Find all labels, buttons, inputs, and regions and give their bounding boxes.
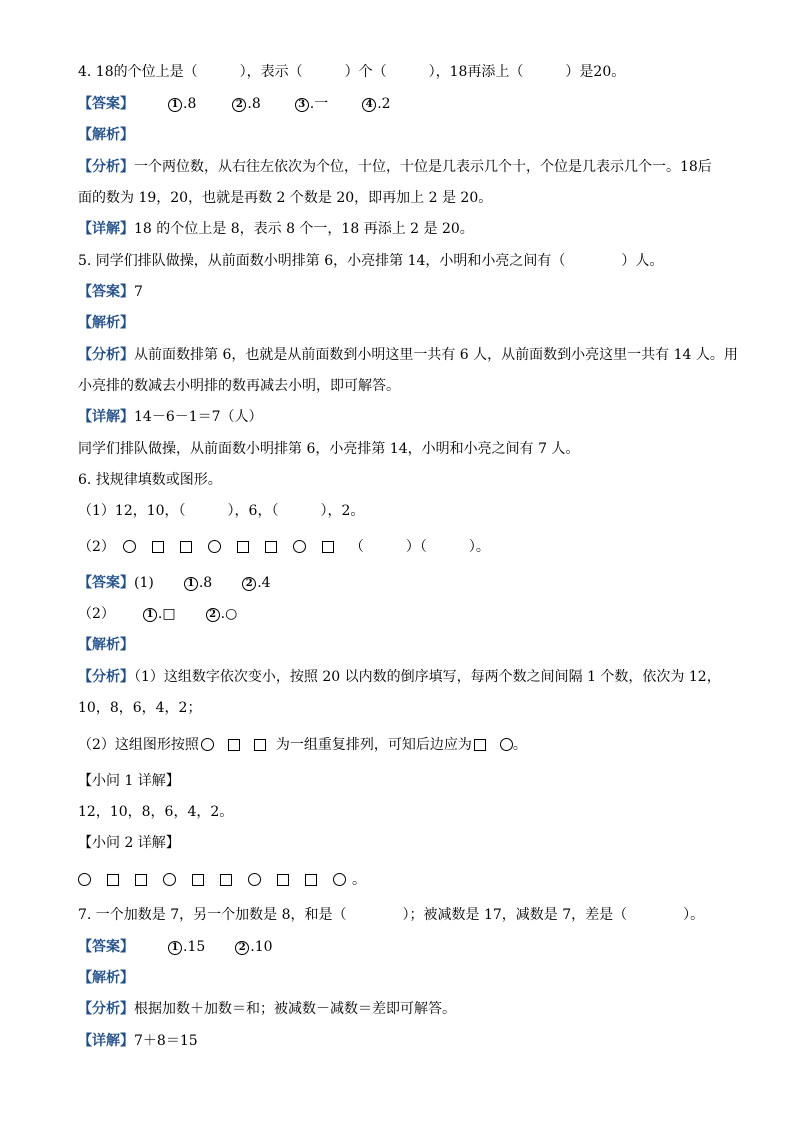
q5-fenxi-cont: 小亮排的数减去小明排的数再减去小明，即可解答。 <box>78 378 400 394</box>
circle-shape <box>163 873 176 886</box>
q7-fenxi: 【分析】根据加数＋加数＝和；被减数－减数＝差即可解答。 <box>78 1001 456 1017</box>
circled-number-1: 1 <box>143 608 157 622</box>
q6-analysis-tag: 【解析】 <box>78 637 134 653</box>
q5-conclusion: 同学们排队做操，从前面数小明排第 6，小亮排第 14，小明和小亮之间有 7 人。 <box>78 441 580 457</box>
q4-answer: 【答案】 1 .8 2 .8 3 .一 4 .2 <box>78 96 391 112</box>
q6-fenxi-cont: 10，8，6，4，2； <box>78 700 202 716</box>
answer-value: 8 <box>187 96 197 112</box>
q4-stem: 4. 18的个位上是（ ），表示（ ）个（ ），18再添上（ ）是20。 <box>78 64 626 80</box>
square-shape <box>474 739 486 751</box>
square-shape <box>228 739 240 751</box>
square-shape <box>277 874 289 886</box>
circle-shape <box>208 540 221 553</box>
q4-fenxi: 【分析】一个两位数，从右往左依次为个位，十位，十位是几表示几个十，个位是几表示几个一。18后 <box>78 159 712 175</box>
circled-number-3: 3 <box>295 98 309 112</box>
q7-stem: 7. 一个加数是 7，另一个加数是 8，和是（ ）；被减数是 17，减数是 7，差是（ ）。 <box>78 907 705 923</box>
q6-small1-tag: 【小问 1 详解】 <box>78 773 180 789</box>
circle-shape <box>333 873 346 886</box>
square-shape <box>152 541 164 553</box>
q7-answer: 【答案】 1 .15 2 .10 <box>78 939 273 955</box>
circle-shape <box>293 540 306 553</box>
q5-stem: 5. 同学们排队做操，从前面数小明排第 6，小亮排第 14，小明和小亮之间有（ ）人。 <box>78 253 664 269</box>
square-shape <box>237 541 249 553</box>
answer-value: 2 <box>381 96 391 112</box>
square-shape <box>254 739 266 751</box>
square-shape <box>192 874 204 886</box>
circled-number-1: 1 <box>168 941 182 955</box>
q4-xiangjie: 【详解】18 的个位上是 8，表示 8 个一，18 再添上 2 是 20。 <box>78 221 474 237</box>
circled-number-1: 1 <box>184 577 198 591</box>
q4-fenxi-cont: 面的数为 19，20，也就是再数 2 个数是 20，即再加上 2 是 20。 <box>78 190 493 206</box>
q6-fenxi: 【分析】（1）这组数字依次变小，按照 20 以内数的倒序填写，每两个数之间间隔 1 个数，依次为 12， <box>78 669 721 685</box>
q5-analysis-tag: 【解析】 <box>78 315 134 331</box>
q6-sub1: （1）12，10，（ ），6，（ ），2。 <box>78 503 365 519</box>
answer-value: 8 <box>251 96 261 112</box>
q5-answer: 【答案】7 <box>78 284 143 300</box>
square-shape <box>135 874 147 886</box>
square-shape <box>265 541 277 553</box>
circled-number-2: 2 <box>206 608 220 622</box>
q7-analysis-tag: 【解析】 <box>78 970 134 986</box>
square-shape <box>220 874 232 886</box>
circle-shape <box>201 738 214 751</box>
answer-value: 一 <box>314 96 329 112</box>
q4-analysis-tag: 【解析】 <box>78 127 134 143</box>
q6-answer-2: （2） 1 .□ 2 .○ <box>78 606 238 622</box>
circled-number-2: 2 <box>242 577 256 591</box>
q6-stem: 6. 找规律填数或图形。 <box>78 472 222 488</box>
q6-fenxi-shapes: （2）这组图形按照 为一组重复排列，可知后边应为 。 <box>78 737 527 753</box>
q6-answer: 【答案】(1) 1 .8 2 .4 <box>78 575 271 591</box>
answer-tag: 【答案】 <box>78 96 134 112</box>
circled-number-4: 4 <box>362 98 376 112</box>
q6-sub2: （2） （ ）（ ）。 <box>78 539 490 555</box>
circled-number-1: 1 <box>168 98 182 112</box>
square-shape <box>322 541 334 553</box>
square-shape <box>180 541 192 553</box>
square-shape <box>107 874 119 886</box>
square-shape <box>305 874 317 886</box>
circled-number-2: 2 <box>232 98 246 112</box>
q7-xiangjie: 【详解】7＋8＝15 <box>78 1033 198 1049</box>
q6-small2-tag: 【小问 2 详解】 <box>78 835 180 851</box>
circle-shape <box>123 540 136 553</box>
q5-fenxi: 【分析】从前面数排第 6，也就是从前面数到小明这里一共有 6 人，从前面数到小亮这里一共有 14 人。用 <box>78 347 738 363</box>
q6-small1: 12，10，8，6，4，2。 <box>78 804 234 820</box>
circled-number-2: 2 <box>235 941 249 955</box>
q5-xiangjie: 【详解】14－6－1＝7（人） <box>78 409 263 425</box>
circle-shape <box>248 873 261 886</box>
circle-shape <box>78 873 91 886</box>
q6-small2: 。 <box>78 871 366 889</box>
circle-shape <box>500 738 513 751</box>
